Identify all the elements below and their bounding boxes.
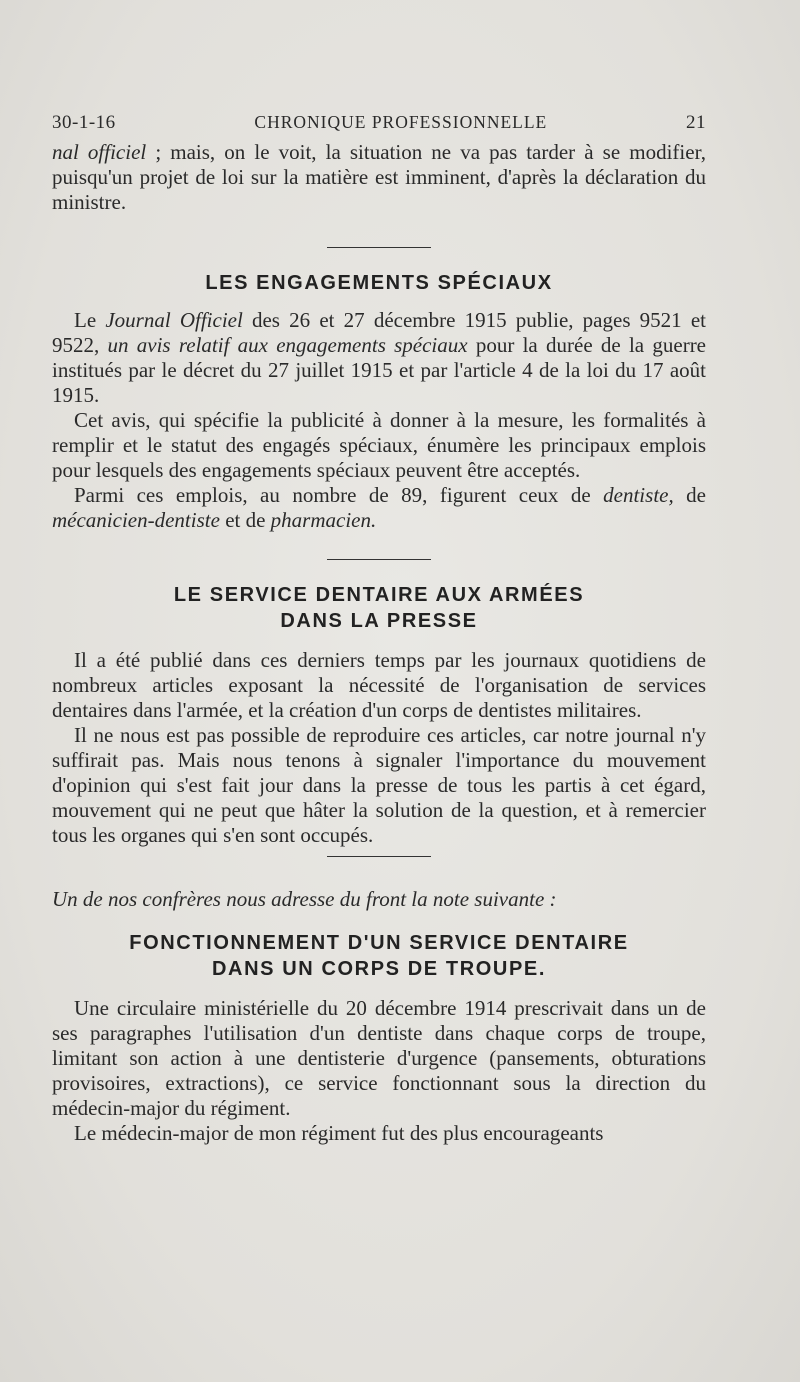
continuation-text: ; mais, on le voit, la situation ne va pas tarder à se modifier, puisqu'un projet de loi sur la matière est imminent, d'après la déclaration du ministre. (52, 140, 706, 214)
running-head-date: 30-1-16 (52, 112, 116, 133)
italic-run: Journal Officiel (105, 308, 243, 332)
italic-run: un avis relatif aux engagements spéciaux (107, 333, 468, 357)
page-content (52, 112, 706, 1146)
text-run: pour la durée de la guerre institués par le décret du 27 juillet 1915 et par l'article 4 de la loi du 17 août 1915. (52, 333, 707, 407)
running-head (52, 112, 706, 134)
italic-run: mécanicien-dentiste (52, 508, 220, 532)
paragraph-engagements-1 (52, 308, 706, 408)
section-heading-fonctionnement-line2: DANS UN CORPS DE TROUPE. (212, 958, 546, 980)
intro-note: Un de nos confrères nous adresse du front la note suivante : (52, 887, 557, 911)
running-head-title: CHRONIQUE PROFESSIONNELLE (254, 112, 548, 132)
continuation-italic: nal officiel (52, 140, 147, 164)
italic-run: dentiste, (603, 483, 674, 507)
paragraph-engagements-3 (52, 483, 706, 533)
section-heading-fonctionnement-line1: FONCTIONNEMENT D'UN SERVICE DENTAIRE (129, 932, 629, 954)
text-run: et de (219, 508, 271, 532)
page-number: 21 (685, 112, 706, 133)
section-heading-service-line2: DANS LA PRESSE (280, 610, 478, 632)
section-heading-service-line1: LE SERVICE DENTAIRE AUX ARMÉES (173, 584, 585, 606)
paragraph-fonctionnement-2: Le médecin-major de mon régiment fut des plus encourageants (74, 1121, 604, 1145)
text-run: des 26 et 27 décembre 1915 publie, pages 9521 et 9522, (52, 308, 706, 357)
paragraph-service-2: Il ne nous est pas possible de reproduire ces articles, car notre journal n'y suffirait pas. Mais nous tenons à signaler l'importance du mouvement d'opinion qui s'est fait jour dans la presse de tous les partis à cet égard, mouvement qui ne peut que hâter la solution de la question, et à remercier tous les organes qui s'en sont occupés. (52, 723, 706, 847)
continuation-paragraph (52, 140, 706, 215)
text-run: Parmi ces emplois, au nombre de 89, figurent ceux de (74, 483, 604, 507)
paragraph-service-1: Il a été publié dans ces derniers temps par les journaux quotidiens de nombreux articles exposant la nécessité de l'organisation de services dentaires dans l'armée, et la création d'un corps de dentistes militaires. (52, 648, 706, 722)
text-run: de (673, 483, 706, 507)
paragraph-engagements-2: Cet avis, qui spécifie la publicité à donner à la mesure, les formalités à remplir et le statut des engagés spéciaux, énumère les principaux emplois pour lesquels des engagements spéciaux peuvent être acceptés. (52, 408, 706, 482)
paragraph-fonctionnement-1: Une circulaire ministérielle du 20 décembre 1914 prescrivait dans un de ses paragraphes l'utilisation d'un dentiste dans chaque corps de troupe, limitant son action à une dentisterie d'urgence (pansements, obturations provisoires, extractions), ce service fonctionnant sous la direction du médecin-major du régiment. (52, 996, 706, 1120)
section-heading-engagements: LES ENGAGEMENTS SPÉCIAUX (205, 272, 553, 294)
italic-run: pharmacien. (270, 508, 377, 532)
text-run: Le (74, 308, 106, 332)
